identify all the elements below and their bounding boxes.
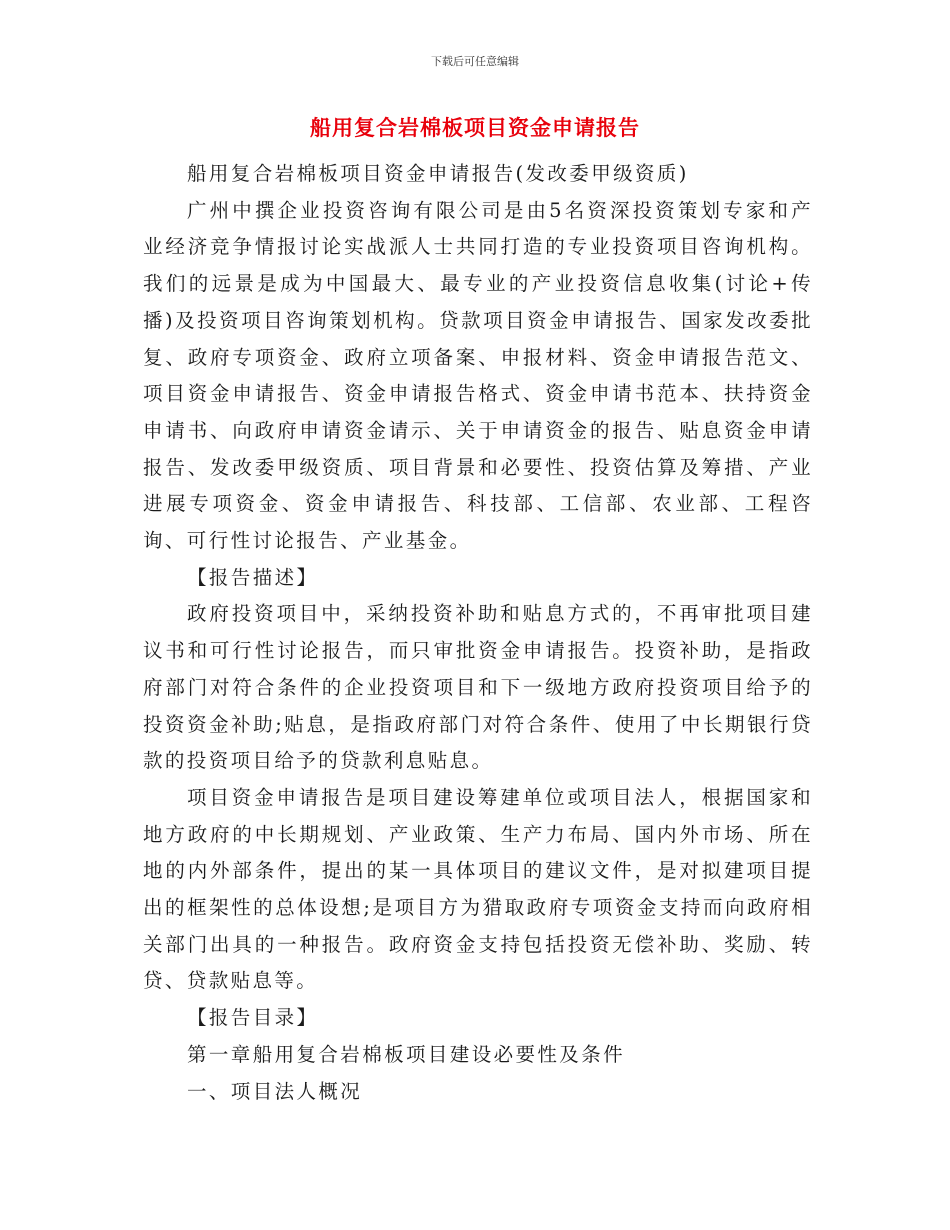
document-title: 船用复合岩棉板项目资金申请报告 <box>310 116 640 140</box>
header-note: 下载后可任意编辑 <box>431 55 519 68</box>
description-paragraph: 政府投资项目中，采纳投资补助和贴息方式的，不再审批项目建议书和可行性讨论报告，而只审批资金申请报告。投资补助，是指政府部门对符合条件的企业投资项目和下一级地方政府投资项目给予的投资资金补助;贴息，是指政府部门对符合条件、使用了中长期银行贷款的投资项目给予的贷款利息贴息。 <box>143 602 813 773</box>
section-heading-description: 【报告描述】 <box>187 565 319 589</box>
company-intro-paragraph: 广州中撰企业投资咨询有限公司是由5名资深投资策划专家和产业经济竞争情报讨论实战派人士共同打造的专业投资项目咨询机构。我们的远景是成为中国最大、最专业的产业投资信息收集(讨论+传播)及投资项目咨询策划机构。贷款项目资金申请报告、国家发改委批复、政府专项资金、政府立项备案、申报材料、资金申请报告范文、项目资金申请报告、资金申请报告格式、资金申请书范本、扶持资金申请书、向政府申请资金请示、关于申请资金的报告、贴息资金申请报告、发改委甲级资质、项目背景和必要性、投资估算及筹措、产业进展专项资金、资金申请报告、科技部、工信部、农业部、工程咨询、可行性讨论报告、产业基金。 <box>143 198 813 553</box>
chapter-one-heading: 第一章船用复合岩棉板项目建设必要性及条件 <box>187 1042 626 1066</box>
section-heading-toc: 【报告目录】 <box>187 1006 319 1030</box>
subtitle-paragraph: 船用复合岩棉板项目资金申请报告(发改委甲级资质) <box>187 162 689 185</box>
section-one-heading: 一、项目法人概况 <box>187 1079 363 1103</box>
definition-paragraph: 项目资金申请报告是项目建设筹建单位或项目法人，根据国家和地方政府的中长期规划、产业政策、生产力布局、国内外市场、所在地的内外部条件，提出的某一具体项目的建议文件，是对拟建项目提出的框架性的总体设想;是项目方为猎取政府专项资金支持而向政府相关部门出具的一种报告。政府资金支持包括投资无偿补助、奖励、转贷、贷款贴息等。 <box>143 785 813 993</box>
document-body <box>143 156 813 1110</box>
